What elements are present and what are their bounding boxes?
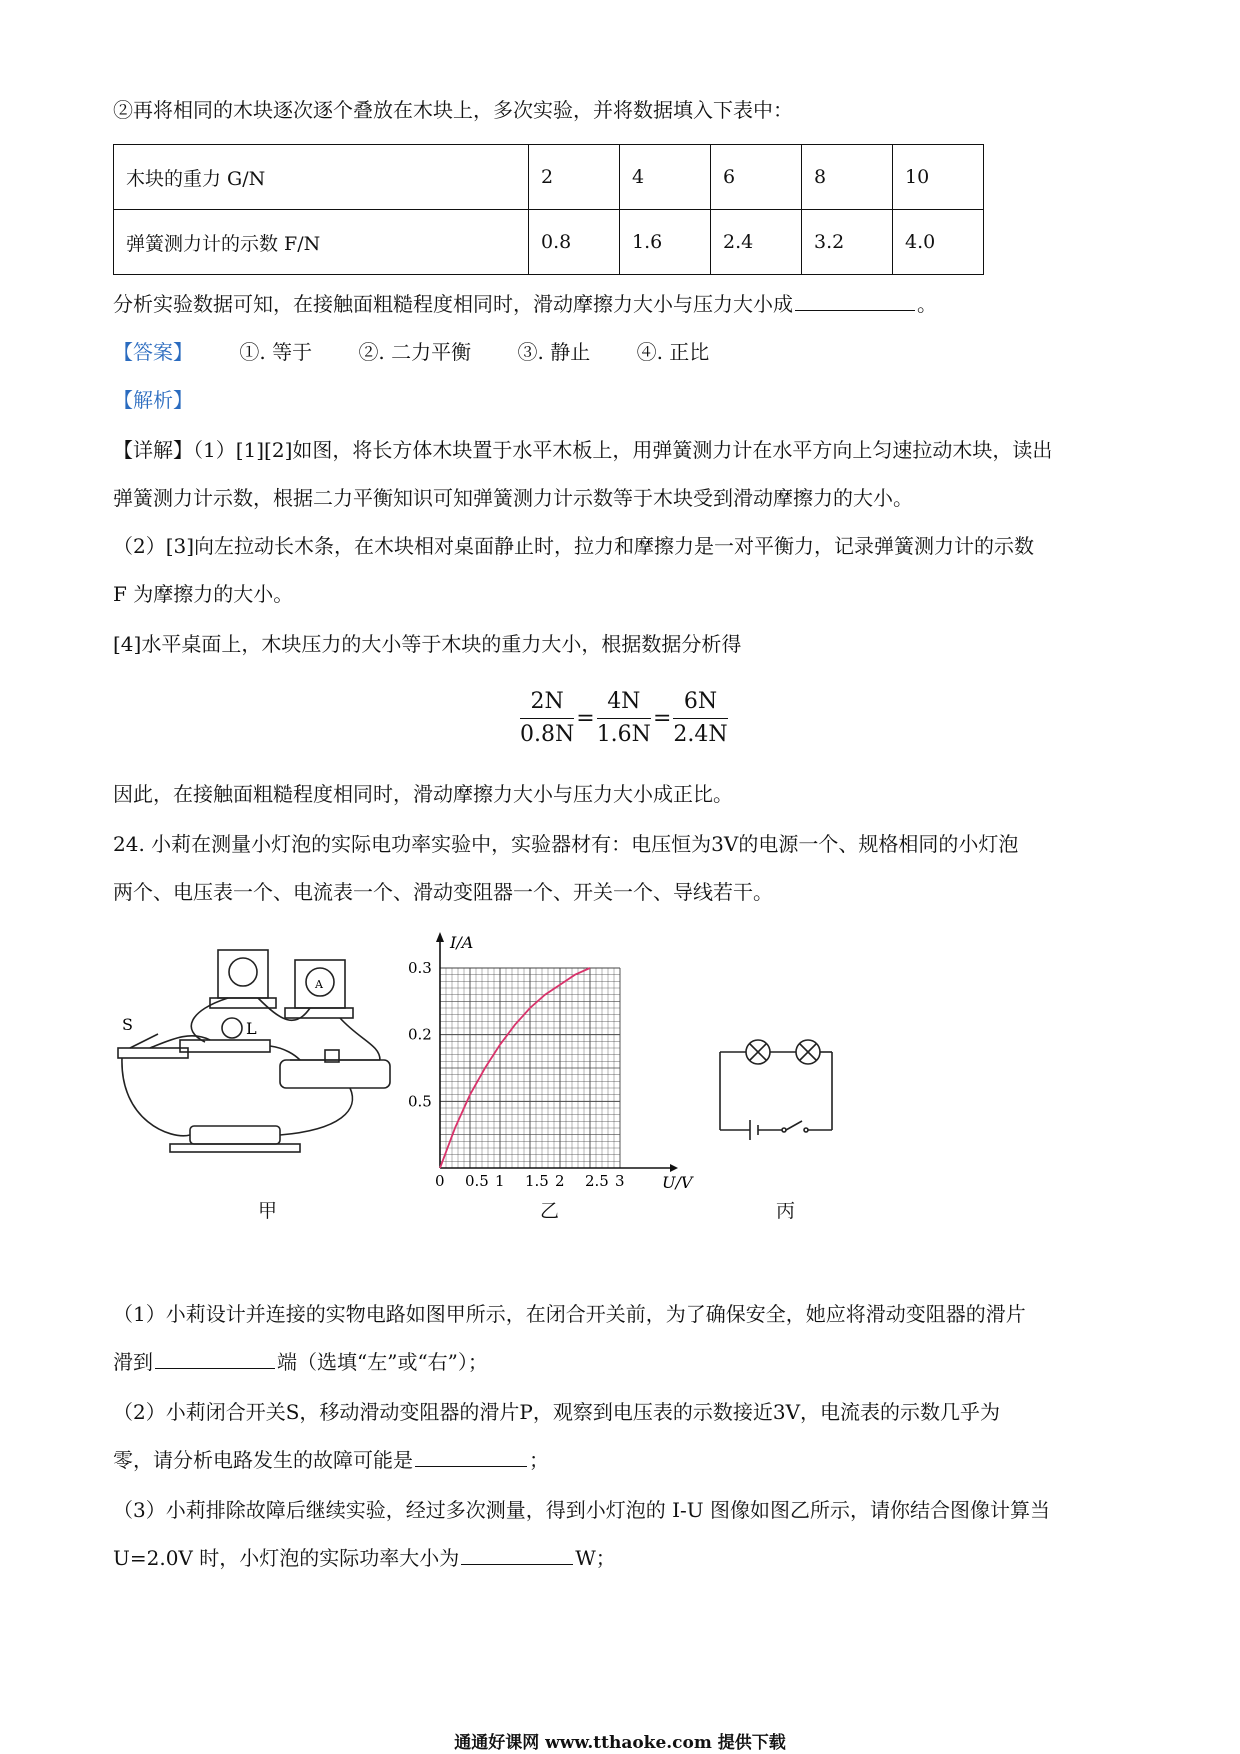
question-line bbox=[113, 1446, 549, 1474]
x-axis-arrow-icon bbox=[670, 1164, 678, 1172]
answer-blank bbox=[461, 1544, 573, 1565]
x-tick-label: 0.5 bbox=[465, 1172, 489, 1190]
denominator: 1.6N bbox=[596, 722, 651, 747]
x-tick-label: 0 bbox=[435, 1172, 445, 1190]
schematic-figure bbox=[710, 1030, 840, 1150]
x-tick-label: 1 bbox=[495, 1172, 505, 1190]
fraction bbox=[673, 686, 727, 751]
table-cell: 3.2 bbox=[802, 210, 893, 275]
figure-caption-yi: 乙 bbox=[540, 1200, 560, 1222]
question-line: （3）小莉排除故障后继续实验，经过多次测量，得到小灯泡的 I-U 图像如图乙所示，请你结合图像计算当 bbox=[113, 1498, 1050, 1522]
table-cell-label: 弹簧测力计的示数 F/N bbox=[114, 210, 529, 275]
switch-label: S bbox=[122, 1015, 133, 1034]
analysis-end: 。 bbox=[917, 292, 937, 316]
numerator: 4N bbox=[597, 686, 651, 719]
switch-symbol bbox=[786, 1121, 802, 1130]
ratio-equation: $\frac{2N}{0.8N}$ = $\frac{4N}{1.6N}$ = $\frac{6N}{2.4N}$ bbox=[520, 686, 728, 756]
x-tick-label: 2.5 bbox=[585, 1172, 609, 1190]
y-axis-arrow-icon bbox=[436, 932, 444, 942]
table-cell: 2.4 bbox=[711, 210, 802, 275]
question-text: U=2.0V 时，小灯泡的实际功率大小为 bbox=[113, 1546, 460, 1570]
table-row bbox=[114, 210, 984, 275]
question-text: 滑到 bbox=[113, 1350, 153, 1374]
analysis-text: 分析实验数据可知，在接触面粗糙程度相同时，滑动摩擦力大小与压力大小成 bbox=[113, 292, 793, 316]
battery-pack bbox=[190, 1126, 280, 1144]
figure-caption-jia: 甲 bbox=[258, 1200, 278, 1222]
detail-line: 弹簧测力计示数，根据二力平衡知识可知弹簧测力计示数等于木块受到滑动摩擦力的大小。 bbox=[113, 486, 913, 510]
denominator: 0.8N bbox=[520, 722, 575, 747]
detail-line: [4]水平桌面上，木块压力的大小等于木块的重力大小，根据数据分析得 bbox=[113, 632, 742, 656]
x-axis-label: U/V bbox=[662, 1173, 693, 1192]
table-cell: 4 bbox=[620, 145, 711, 210]
detail-line: F 为摩擦力的大小。 bbox=[113, 582, 294, 606]
table-cell: 10 bbox=[893, 145, 984, 210]
answer-blank bbox=[795, 290, 915, 311]
x-tick-label: 3 bbox=[615, 1172, 625, 1190]
lamp-label: L bbox=[246, 1019, 257, 1038]
answer-item: ③. 静止 bbox=[517, 340, 591, 364]
q24-line: 24. 小莉在测量小灯泡的实际电功率实验中，实验器材有：电压恒为3V的电源一个、规格相同的小灯泡 bbox=[113, 832, 1019, 856]
jiexi-tag: 【解析】 bbox=[113, 388, 193, 412]
analysis-line bbox=[113, 290, 937, 318]
question-text: 零，请分析电路发生的故障可能是 bbox=[113, 1448, 413, 1472]
question-line bbox=[113, 1348, 488, 1376]
intro-line: ②再将相同的木块逐次逐个叠放在木块上，多次实验，并将数据填入下表中： bbox=[113, 98, 793, 122]
x-tick-label: 1.5 bbox=[525, 1172, 549, 1190]
table-cell-label: 木块的重力 G/N bbox=[114, 145, 529, 210]
conclusion-line: 因此，在接触面粗糙程度相同时，滑动摩擦力大小与压力大小成正比。 bbox=[113, 782, 733, 806]
switch-base bbox=[118, 1048, 188, 1058]
answer-line bbox=[113, 338, 709, 366]
table-cell: 8 bbox=[802, 145, 893, 210]
q24-line: 两个、电压表一个、电流表一个、滑动变阻器一个、开关一个、导线若干。 bbox=[113, 880, 773, 904]
y-tick-label: 0.5 bbox=[408, 1092, 432, 1111]
answer-blank bbox=[155, 1348, 275, 1369]
lamp-bulb bbox=[222, 1018, 242, 1038]
denominator: 2.4N bbox=[673, 722, 728, 747]
answer-item: ②. 二力平衡 bbox=[358, 340, 472, 364]
question-text: W； bbox=[575, 1546, 616, 1570]
circuit-photo-figure bbox=[110, 930, 400, 1170]
question-text: 端（选填“左”或“右”）； bbox=[277, 1350, 488, 1374]
question-line bbox=[113, 1544, 616, 1572]
figure-caption-bing: 丙 bbox=[776, 1200, 796, 1222]
table-cell: 2 bbox=[529, 145, 620, 210]
question-line: （2）小莉闭合开关S，移动滑动变阻器的滑片P，观察到电压表的示数接近3V，电流表的示数几乎为 bbox=[113, 1400, 1001, 1424]
rheostat-body bbox=[280, 1060, 390, 1088]
answer-blank bbox=[415, 1446, 527, 1467]
lamp-base bbox=[180, 1040, 270, 1052]
y-axis-label: I/A bbox=[450, 933, 474, 952]
numerator: 2N bbox=[520, 686, 574, 719]
chart-grid bbox=[440, 968, 620, 1168]
y-tick-label: 0.3 bbox=[408, 959, 432, 977]
table-cell: 4.0 bbox=[893, 210, 984, 275]
table-row bbox=[114, 145, 984, 210]
table-cell: 1.6 bbox=[620, 210, 711, 275]
fraction bbox=[597, 686, 651, 751]
iu-chart bbox=[400, 928, 693, 1193]
table-cell: 0.8 bbox=[529, 210, 620, 275]
ammeter-mark: A bbox=[315, 978, 323, 991]
table-cell: 6 bbox=[711, 145, 802, 210]
detail-line: （2）[3]向左拉动长木条，在木块相对桌面静止时，拉力和摩擦力是一对平衡力，记录弹簧测力计的示数 bbox=[113, 534, 1035, 558]
answer-item: ④. 正比 bbox=[636, 340, 710, 364]
x-tick-label: 2 bbox=[555, 1172, 565, 1190]
detail-line: 【详解】（1）[1][2]如图，将长方体木块置于水平木板上，用弹簧测力计在水平方向上匀速拉动木块，读出 bbox=[113, 438, 1053, 462]
answer-item: ①. 等于 bbox=[239, 340, 313, 364]
answer-tag: 【答案】 bbox=[113, 340, 193, 364]
question-text: ； bbox=[529, 1448, 549, 1472]
numerator: 6N bbox=[673, 686, 727, 719]
fraction bbox=[520, 686, 574, 751]
y-tick-label: 0.2 bbox=[408, 1025, 432, 1044]
footer-credit: 通通好课网 www.tthaoke.com 提供下载 bbox=[454, 1733, 786, 1753]
data-table bbox=[113, 144, 984, 275]
question-line: （1）小莉设计并连接的实物电路如图甲所示，在闭合开关前，为了确保安全，她应将滑动变阻器的滑片 bbox=[113, 1302, 1026, 1326]
